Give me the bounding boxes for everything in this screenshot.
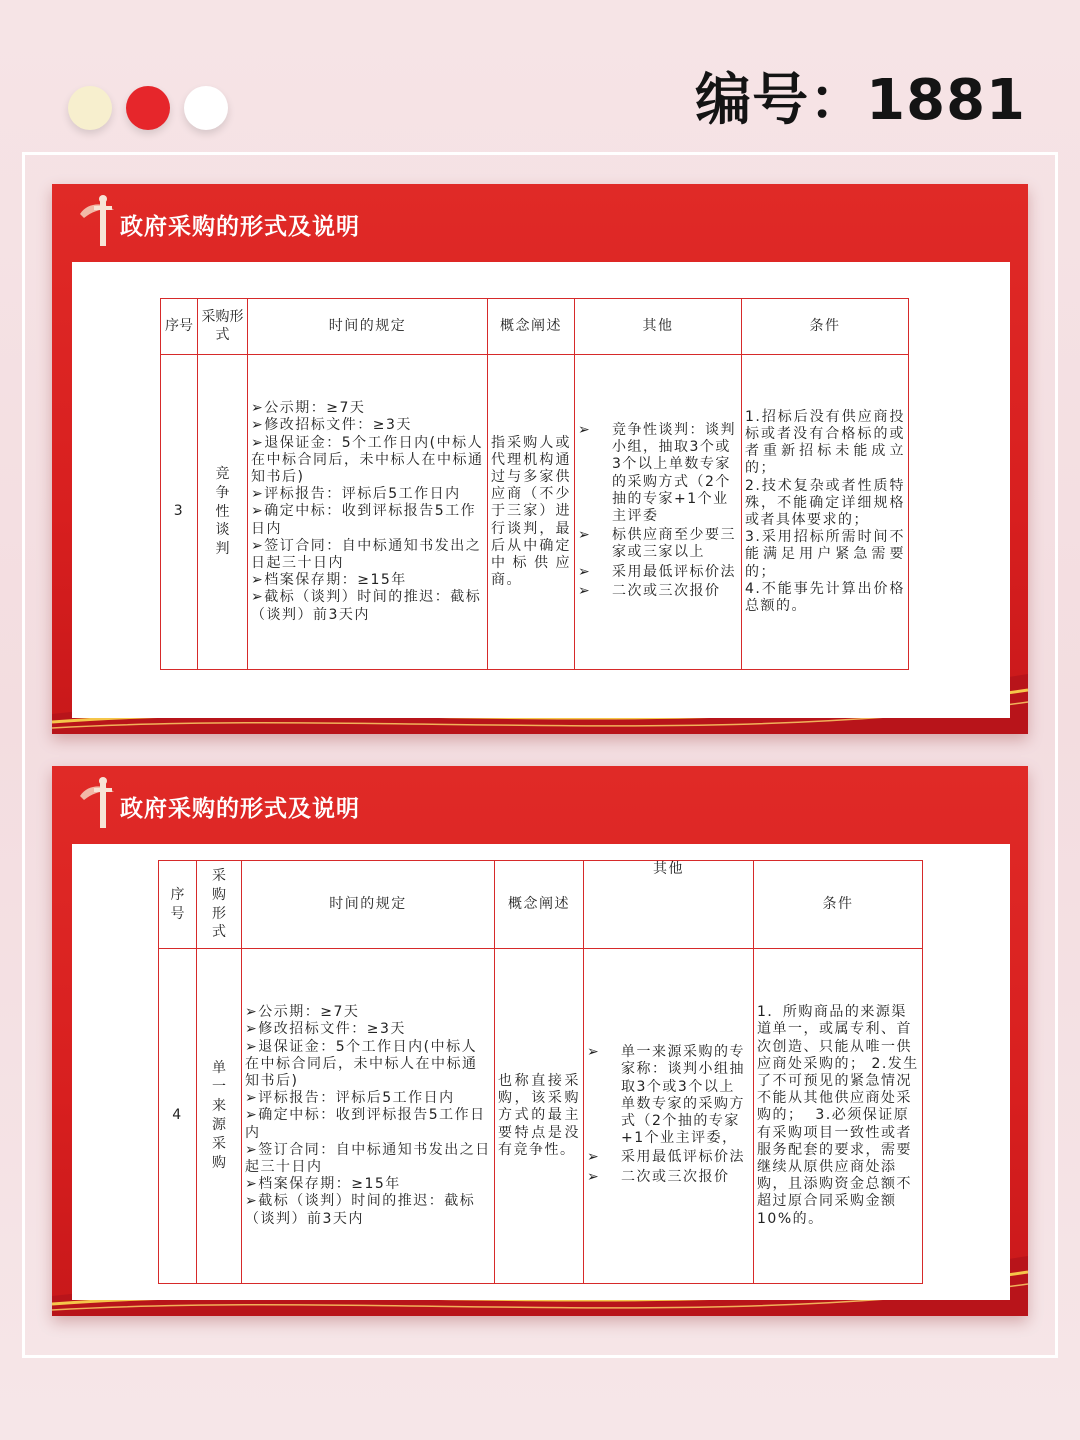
- header-form: [197, 861, 242, 949]
- condition-item: 3.采用招标所需时间不能满足用户紧急需要的；: [745, 529, 905, 580]
- condition-item: 4.不能事先计算出价格总额的。: [745, 580, 905, 615]
- table-row: [159, 949, 923, 1284]
- arrow-bullet-icon: ➢: [578, 421, 592, 438]
- time-item: ➢退保证金：5个工作日内(中标人在中标合同后，未中标人在中标通知书后): [245, 1038, 478, 1089]
- arrow-bullet-icon: ➢: [578, 527, 592, 544]
- header-time: 时间的规定: [242, 861, 495, 949]
- time-item: ➢确定中标：收到评标报告5工作日内: [245, 1107, 486, 1141]
- header-seq: 序号: [161, 299, 198, 355]
- header-form: 采购形式: [198, 299, 248, 355]
- other-item-text: 采用最低评标价法: [612, 563, 736, 580]
- row-seq: 4: [159, 949, 197, 1284]
- time-item: ➢档案保存期：≥15年: [251, 572, 407, 589]
- header-other: 其他: [584, 861, 754, 949]
- other-item-text: 二次或三次报价: [621, 1168, 730, 1185]
- row-form-cell: [197, 949, 242, 1284]
- time-item: ➢退保证金：5个工作日内(中标人在中标合同后，未中标人在中标通知书后): [251, 434, 484, 485]
- row-other-cell: [575, 355, 742, 670]
- row-concept: 也称直接采购，该采购方式的最主要特点是没有竞争性。: [495, 949, 584, 1284]
- header-concept: 概念阐述: [495, 861, 584, 949]
- procurement-table: [160, 298, 909, 670]
- time-item: ➢签订合同：自中标通知书发出之日起三十日内: [251, 537, 482, 572]
- time-item: ➢公示期：≥7天: [251, 400, 366, 417]
- serial-number: 编号：1881: [695, 68, 1026, 133]
- header-time: 时间的规定: [248, 299, 488, 355]
- arrow-bullet-icon: ➢: [578, 563, 592, 580]
- slide-content-panel: [72, 262, 1010, 718]
- row-other-cell: [584, 949, 754, 1284]
- header-conditions: 条件: [742, 299, 909, 355]
- condition-item: 2.技术复杂或者性质特殊，不能确定详细规格或者具体要求的；: [745, 477, 905, 528]
- arrow-bullet-icon: ➢: [587, 1044, 601, 1061]
- decorative-dots: [68, 86, 228, 130]
- other-item-text: 单一来源采购的专家称：谈判小组抽取3个或3个以上单数专家的采购方式（2个抽的专家+1个业主评委，: [621, 1044, 745, 1147]
- time-item: ➢修改招标文件：≥3天: [245, 1021, 406, 1038]
- slide-competitive-negotiation: [52, 184, 1028, 734]
- condition-item: 1.招标后没有供应商投标或者没有合格标的或者重新招标未能成立的；: [745, 408, 905, 477]
- procurement-table: [158, 860, 923, 1284]
- slide-title: 政府采购的形式及说明: [120, 795, 360, 822]
- row-conditions-cell: [742, 355, 909, 670]
- slide-title: 政府采购的形式及说明: [120, 213, 360, 240]
- table-header-row: [161, 299, 909, 355]
- row-seq: 3: [161, 355, 198, 670]
- time-item: ➢截标（谈判）时间的推迟：截标（谈判）前3天内: [251, 589, 482, 623]
- time-item: ➢确定中标：收到评标报告5工作日内: [251, 503, 477, 537]
- table-row: [161, 355, 909, 670]
- other-item: [587, 1149, 750, 1166]
- other-item: [578, 583, 738, 600]
- other-item: [578, 527, 738, 561]
- time-item: ➢评标报告：评标后5工作日内: [251, 486, 461, 503]
- header-concept: 概念阐述: [488, 299, 575, 355]
- time-item: ➢档案保存期：≥15年: [245, 1176, 401, 1193]
- other-item: [587, 1169, 750, 1186]
- other-item: [578, 564, 738, 581]
- header-seq: [159, 861, 197, 949]
- arrow-bullet-icon: ➢: [587, 1168, 601, 1185]
- slide-single-source: [52, 766, 1028, 1316]
- arrow-bullet-icon: ➢: [587, 1149, 601, 1166]
- time-item: ➢评标报告：评标后5工作日内: [245, 1090, 455, 1107]
- time-item: ➢修改招标文件：≥3天: [251, 417, 412, 434]
- other-item-text: 标供应商至少要三家或三家以上: [612, 527, 736, 561]
- row-time-cell: [248, 355, 488, 670]
- header-conditions: 条件: [754, 861, 923, 949]
- header-form-text: 采购形式: [212, 867, 228, 941]
- row-concept: 指采购人或代理机构通过与多家供应商（不少于三家）进行谈判，最后从中确定中标供应商。: [488, 355, 575, 670]
- time-item: ➢截标（谈判）时间的推迟：截标（谈判）前3天内: [245, 1193, 476, 1227]
- header-seq-text: 序号: [170, 886, 186, 922]
- row-conditions: 1．所购商品的来源渠道单一，或属专利、首次创造、只能从唯一供应商处采购的； 2.发生了不可预见的紧急情况不能从其他供应商处采购的； 3.必须保证原有采购项目一致性或者服务配套的要求，需要继续从原供应商处添购，且添购资金总额不超过原合同采购金额10%的。: [754, 949, 923, 1284]
- row-form-cell: [198, 355, 248, 670]
- header-other: 其他: [575, 299, 742, 355]
- dot-red: [126, 86, 170, 130]
- row-form: 竞争性谈判: [215, 465, 231, 558]
- dot-white: [184, 86, 228, 130]
- time-item: ➢公示期：≥7天: [245, 1004, 360, 1021]
- other-item-text: 采用最低评标价法: [621, 1149, 745, 1166]
- row-time-cell: [242, 949, 495, 1284]
- table-header-row: [159, 861, 923, 949]
- time-item: ➢签订合同：自中标通知书发出之日起三十日内: [245, 1141, 491, 1176]
- other-item: [587, 1044, 750, 1147]
- other-item-text: 二次或三次报价: [612, 582, 721, 599]
- other-item: [578, 422, 738, 525]
- row-form: 单一来源采购: [212, 1060, 228, 1171]
- dot-cream: [68, 86, 112, 130]
- other-item-text: 竞争性谈判：谈判小组，抽取3个或3个以上单数专家的采购方式（2个抽的专家+1个业主评委: [612, 421, 736, 524]
- arrow-bullet-icon: ➢: [578, 582, 592, 599]
- slide-content-panel: [72, 844, 1010, 1300]
